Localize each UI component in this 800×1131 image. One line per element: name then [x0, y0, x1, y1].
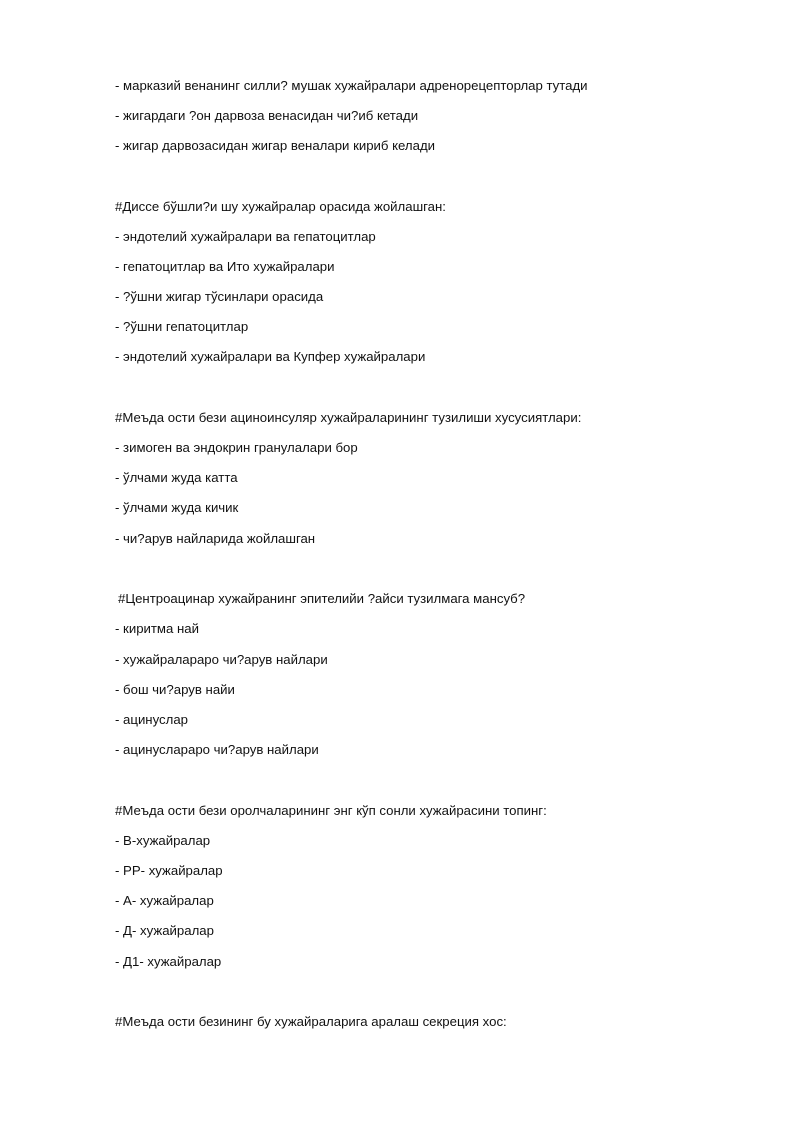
answer-option: - А- хужайралар: [115, 893, 214, 908]
answer-option: - жигардаги ?он дарвоза венасидан чи?иб кетади: [115, 108, 419, 123]
answer-option: - В-хужайралар: [115, 833, 211, 848]
answer-option: - марказий венанинг силли? мушак хужайралари адренорецепторлар тутади: [115, 78, 588, 93]
answer-option: - Д- хужайралар: [115, 923, 214, 938]
answer-option: - хужайралараро чи?арув найлари: [115, 652, 328, 667]
answer-option: - ўлчами жуда катта: [115, 470, 238, 485]
answer-option: - ?ўшни жигар тўсинлари орасида: [115, 289, 324, 304]
answer-option: - киритма най: [115, 621, 199, 636]
answer-option: - ?ўшни гепатоцитлар: [115, 319, 249, 334]
answer-option: - РР- хужайралар: [115, 863, 223, 878]
answer-option: - ацинуслараро чи?арув найлари: [115, 742, 319, 757]
question-heading: #Меъда ости бези ациноинсуляр хужайраларининг тузилиши хусусиятлари:: [115, 410, 582, 425]
question-heading: #Диссе бўшли?и шу хужайралар орасида жойлашган:: [115, 199, 446, 214]
question-heading: #Центроацинар хужайранинг эпителийи ?айси тузилмага мансуб?: [118, 591, 526, 606]
answer-option: - ўлчами жуда кичик: [115, 500, 239, 515]
answer-option: - Д1- хужайралар: [115, 954, 222, 969]
question-heading: #Меъда ости безининг бу хужайраларига аралаш секреция хос:: [115, 1014, 507, 1029]
question-heading: #Меъда ости бези оролчаларининг энг кўп сонли хужайрасини топинг:: [115, 803, 547, 818]
answer-option: - ацинуслар: [115, 712, 188, 727]
answer-option: - чи?арув найларида жойлашган: [115, 531, 316, 546]
answer-option: - жигар дарвозасидан жигар веналари кириб келади: [115, 138, 436, 153]
answer-option: - гепатоцитлар ва Ито хужайралари: [115, 259, 335, 274]
answer-option: - зимоген ва эндокрин гранулалари бор: [115, 440, 358, 455]
answer-option: - эндотелий хужайралари ва гепатоцитлар: [115, 229, 376, 244]
answer-option: - эндотелий хужайралари ва Купфер хужайралари: [115, 349, 426, 364]
answer-option: - бош чи?арув найи: [115, 682, 235, 697]
